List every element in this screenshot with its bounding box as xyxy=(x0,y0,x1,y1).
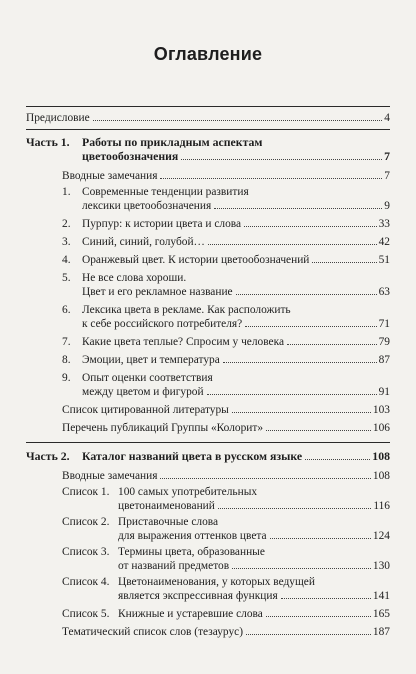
page-number: 106 xyxy=(372,422,390,434)
entry-text: между цветом и фигурой xyxy=(82,386,204,398)
toc-entry-references[interactable] xyxy=(62,404,390,417)
item-line: Термины цвета, образованные xyxy=(118,546,265,558)
list-number: Список 5. xyxy=(62,608,110,620)
page-number: 42 xyxy=(378,236,390,248)
entry-text: от названий предметов xyxy=(118,560,230,572)
entry-text: Перечень публикаций Группы «Колорит» xyxy=(62,422,264,434)
page-number: 108 xyxy=(372,449,390,463)
divider-part2 xyxy=(26,442,390,443)
list-number: Список 4. xyxy=(62,576,110,588)
leader-dots xyxy=(281,598,371,599)
item-number: 1. xyxy=(62,186,71,198)
leader-dots xyxy=(93,120,383,121)
item-number: 7. xyxy=(62,336,71,348)
page-number: 103 xyxy=(372,404,390,416)
page-number: 4 xyxy=(384,112,390,124)
entry-text: Вводные замечания xyxy=(62,170,158,182)
entry-text: является экспрессивная функция xyxy=(118,590,278,602)
leader-dots xyxy=(207,394,377,395)
leader-dots xyxy=(244,226,377,227)
leader-dots xyxy=(232,412,371,413)
page-number: 165 xyxy=(372,608,390,620)
page-number: 63 xyxy=(378,286,390,298)
page-number: 33 xyxy=(378,218,390,230)
entry-text: Оранжевый цвет. К истории цветообозначений xyxy=(82,254,310,266)
entry-text: к себе российского потребителя? xyxy=(82,318,243,330)
item-line: Приставочные слова xyxy=(118,516,219,528)
item-line: Современные тенденции развития xyxy=(82,186,249,198)
toc-entry[interactable] xyxy=(82,386,390,399)
entry-text: Синий, синий, голубой… xyxy=(82,236,205,248)
item-number: 6. xyxy=(62,304,71,316)
item-line: Цветонаименования, у которых ведущей xyxy=(118,576,315,588)
entry-text: Каталог названий цвета в русском языке xyxy=(82,449,303,463)
page-number: 7 xyxy=(384,170,390,182)
toc-entry[interactable] xyxy=(118,530,390,543)
toc-entry-preface[interactable] xyxy=(26,112,390,125)
leader-dots xyxy=(218,508,371,509)
toc-entry[interactable] xyxy=(82,286,390,299)
list-number: Список 2. xyxy=(62,516,110,528)
toc-entry[interactable] xyxy=(82,354,390,367)
entry-text: Тематический список слов (тезаурус) xyxy=(62,626,244,638)
entry-text: Цвет и его рекламное название xyxy=(82,286,233,298)
page-number: 79 xyxy=(378,336,390,348)
toc-entry[interactable] xyxy=(82,200,390,213)
leader-dots xyxy=(236,294,377,295)
leader-dots xyxy=(160,178,382,179)
list-number: Список 3. xyxy=(62,546,110,558)
leader-dots xyxy=(287,344,377,345)
page-number: 87 xyxy=(378,354,390,366)
leader-dots xyxy=(223,362,377,363)
entry-text: цветонаименований xyxy=(118,500,215,512)
toc-entry-part1[interactable] xyxy=(82,150,390,163)
toc-entry-part2-intro[interactable] xyxy=(62,470,390,483)
entry-text: лексики цветообозначения xyxy=(82,200,212,212)
item-number: 5. xyxy=(62,272,71,284)
leader-dots xyxy=(232,568,371,569)
page-number: 130 xyxy=(372,560,390,572)
page-number: 9 xyxy=(384,200,390,212)
item-number: 3. xyxy=(62,236,71,248)
item-line: 100 самых употребительных xyxy=(118,486,258,498)
divider-top xyxy=(26,106,390,107)
toc-entry[interactable] xyxy=(82,236,390,249)
page-number: 124 xyxy=(372,530,390,542)
entry-text: Какие цвета теплые? Спросим у человека xyxy=(82,336,285,348)
entry-text: для выражения оттенков цвета xyxy=(118,530,267,542)
leader-dots xyxy=(208,244,377,245)
leader-dots xyxy=(266,430,371,431)
leader-dots xyxy=(266,616,371,617)
leader-dots xyxy=(312,262,376,263)
item-number: 9. xyxy=(62,372,71,384)
item-line: Опыт оценки соответствия xyxy=(82,372,213,384)
entry-text: Предисловие xyxy=(26,112,90,124)
page-number: 51 xyxy=(378,254,390,266)
item-line: Не все слова хороши. xyxy=(82,272,187,284)
toc-entry[interactable] xyxy=(118,560,390,573)
toc-entry-publications[interactable] xyxy=(62,422,390,435)
leader-dots xyxy=(214,208,382,209)
page-number: 91 xyxy=(378,386,390,398)
entry-text: Эмоции, цвет и температура xyxy=(82,354,220,366)
item-number: 8. xyxy=(62,354,71,366)
entry-text: цветообозначения xyxy=(82,149,179,163)
toc-entry[interactable] xyxy=(118,608,390,621)
item-line: Лексика цвета в рекламе. Как расположить xyxy=(82,304,291,316)
part1-label: Часть 1. xyxy=(26,135,70,149)
page-number: 116 xyxy=(373,500,390,512)
part2-label: Часть 2. xyxy=(26,449,70,463)
item-number: 2. xyxy=(62,218,71,230)
toc-entry-part1-intro[interactable] xyxy=(62,170,390,183)
toc-entry[interactable] xyxy=(82,218,390,231)
page-number: 7 xyxy=(384,149,390,163)
leader-dots xyxy=(181,159,382,160)
entry-text: Книжные и устаревшие слова xyxy=(118,608,263,620)
toc-entry-part2[interactable] xyxy=(82,450,390,463)
page-number: 141 xyxy=(372,590,390,602)
part1-title-line1: Работы по прикладным аспектам xyxy=(82,135,263,149)
entry-text: Пурпур: к истории цвета и слова xyxy=(82,218,242,230)
page-number: 71 xyxy=(378,318,390,330)
leader-dots xyxy=(246,634,371,635)
list-number: Список 1. xyxy=(62,486,110,498)
page-number: 108 xyxy=(372,470,390,482)
toc-entry[interactable] xyxy=(82,336,390,349)
page-number: 187 xyxy=(372,626,390,638)
toc-entry[interactable] xyxy=(118,500,390,513)
divider-preface xyxy=(26,129,390,130)
leader-dots xyxy=(245,326,376,327)
toc-entry-thesaurus[interactable] xyxy=(62,626,390,639)
leader-dots xyxy=(270,538,371,539)
item-number: 4. xyxy=(62,254,71,266)
toc-entry[interactable] xyxy=(82,318,390,331)
entry-text: Список цитированной литературы xyxy=(62,404,229,416)
page-title: Оглавление xyxy=(153,44,263,64)
entry-text: Вводные замечания xyxy=(62,470,158,482)
leader-dots xyxy=(160,478,370,479)
toc-entry[interactable] xyxy=(118,590,390,603)
toc-entry[interactable] xyxy=(82,254,390,267)
leader-dots xyxy=(305,459,370,460)
